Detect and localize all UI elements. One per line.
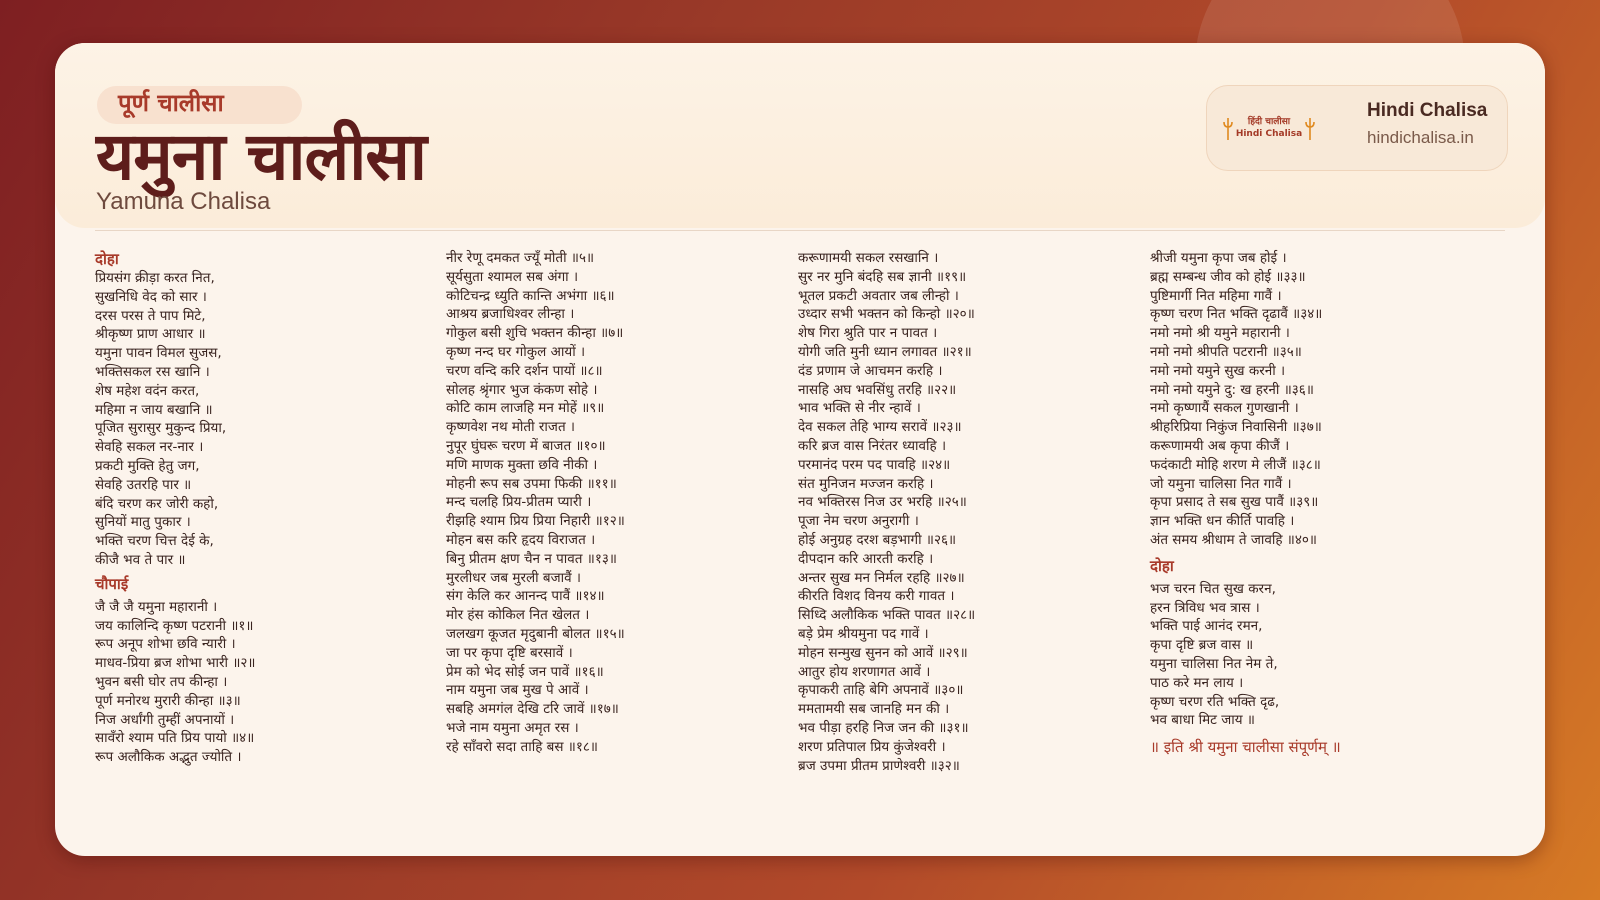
verse-line: गोकुल बसी शुचि भक्तन कीन्हा ॥७॥ [446, 325, 624, 342]
verse-line: श्रीकृष्ण प्राण आधार ॥ [95, 326, 206, 343]
verse-line: सूर्यसुता श्यामल सब अंगा । [446, 268, 579, 285]
verse-line: शेष गिरा श्रुति पार न पावत । [798, 325, 938, 342]
verse-line: रीझहि श्याम प्रिय प्रिया निहारी ॥१२॥ [446, 513, 625, 530]
divider [95, 230, 1505, 231]
text-column-2 [446, 249, 776, 757]
brand-url[interactable]: hindichalisa.in [1367, 128, 1474, 147]
verse-line: मुरलीधर जब मुरली बजावैं । [446, 569, 582, 586]
verse-line: जय कालिन्दि कृष्ण पटरानी ॥१॥ [95, 617, 254, 634]
verse-line: भुवन बसी घोर तप कीन्हा । [95, 673, 228, 690]
verse-line: मोहनी रूप सब उपमा फिकी ॥११॥ [446, 475, 617, 492]
verse-line: दंड प्रणाम जे आचमन करहि । [798, 362, 943, 379]
closing-line: ॥ इति श्री यमुना चालीसा संपूर्णम् ॥ [1150, 738, 1341, 757]
verse-line: रूप अलौकिक अद्भुत ज्योति । [95, 749, 242, 766]
verse-line: नमो नमो श्री यमुने महारानी । [1150, 325, 1290, 342]
brand-box[interactable] [1206, 85, 1508, 171]
verse-line: नुपूर घुंघरू चरण में बाजत ॥१०॥ [446, 437, 606, 454]
verse-line: यमुना चालिसा नित नेम ते, [1150, 655, 1278, 672]
verse-line: भक्ति पाई आनंद रमन, [1150, 618, 1263, 635]
verse-line: नाम यमुना जब मुख पे आवें । [446, 682, 589, 699]
verse-line: होई अनुग्रह दरश बड़भागी ॥२६॥ [798, 531, 957, 548]
verse-line: अंत समय श्रीधाम ते जावहि ॥४०॥ [1150, 531, 1318, 548]
verse-line: नासहि अघ भवसिंधु तरहि ॥२२॥ [798, 381, 957, 398]
verse-line: श्रीजी यमुना कृपा जब होई । [1150, 250, 1287, 266]
verse-line: शरण प्रतिपाल प्रिय कुंजेश्वरी । [798, 738, 946, 755]
verse-line: सुखनिधि वेद को सार । [95, 288, 207, 305]
logo-text-english: Hindi Chalisa [1235, 129, 1303, 139]
trident-icon [1223, 118, 1233, 140]
verse-line: जो यमुना चालिसा नित गावैं । [1150, 475, 1292, 492]
verse-line: कृपा दृष्टि ब्रज वास ॥ [1150, 637, 1254, 654]
verse-line: योगी जति मुनी ध्यान लगावत ॥२१॥ [798, 343, 972, 360]
verse-line: ज्ञान भक्ति धन कीर्ति पावहि । [1150, 513, 1295, 530]
verse-line: नमो कृष्णायैं सकल गुणखानी । [1150, 400, 1299, 417]
verse-line: मोहन सन्मुख सुनन को आवें ॥२९॥ [798, 644, 968, 661]
verse-line: कीरति विशद विनय करी गावत । [798, 588, 955, 605]
trident-icon [1305, 118, 1315, 140]
verse-line: भव पीड़ा हरहि निज जन की ॥३१॥ [798, 719, 969, 736]
verse-line: श्रीहरिप्रिया निकुंज निवासिनी ॥३७॥ [1150, 419, 1322, 436]
verse-line: भज चरन चित सुख करन, [1150, 580, 1276, 597]
verse-line: फदंकाटी मोहि शरण मे लीजैं ॥३८॥ [1150, 456, 1321, 473]
verse-line: माधव-प्रिया ब्रज शोभा भारी ॥२॥ [95, 655, 256, 672]
verse-line: पुष्टिमार्गी नित महिमा गावैं । [1150, 287, 1282, 304]
verse-line: प्रेम को भेद सोई जन पावें ॥१६॥ [446, 663, 604, 680]
verse-line: सबहि अमगंल देखि टरि जावें ॥१७॥ [446, 701, 619, 718]
verse-line: जा पर कृपा दृष्टि बरसावें । [446, 644, 573, 661]
page-subtitle: Yamuna Chalisa [96, 188, 271, 215]
verse-line: सेवहि सकल नर-नार । [95, 439, 204, 456]
verse-line: रहे साँवरो सदा ताहि बस ॥१८॥ [446, 738, 598, 755]
verse-line: भक्ति चरण चित्त देई के, [95, 533, 214, 550]
verse-line: हरन त्रिविध भव त्रास । [1150, 599, 1260, 616]
verse-line: पूजा नेम चरण अनुरागी । [798, 513, 919, 530]
verse-line: सुनियों मातु पुकार । [95, 514, 191, 531]
verse-line: सुर नर मुनि बंदहि सब ज्ञानी ॥१९॥ [798, 268, 967, 285]
verse-line: भूतल प्रकटी अवतार जब लीन्हो । [798, 287, 959, 304]
verse-line: ब्रज उपमा प्रीतम प्राणेश्वरी ॥३२॥ [798, 757, 960, 774]
verse-line: कृष्णवेश नथ मोती राजत । [446, 419, 576, 436]
verse-line: सिध्दि अलौकिक भक्ति पावत ॥२८॥ [798, 607, 976, 624]
verse-line: भजे नाम यमुना अमृत रस । [446, 719, 579, 736]
verse-line: पाठ करे मन लाय । [1150, 674, 1244, 691]
page-title: यमुना चालीसा [96, 118, 427, 195]
verse-line: आतुर होय शरणागत आवें । [798, 663, 931, 680]
section-heading-doha: दोहा [1150, 556, 1174, 575]
verse-line: संग केलि कर आनन्द पावैं ॥१४॥ [446, 588, 605, 605]
section-heading-doha: दोहा [95, 250, 119, 268]
verse-line: ममतामयी सब जानहि मन की । [798, 701, 950, 718]
text-column-3 [798, 249, 1128, 775]
verse-line: रूप अनूप शोभा छवि न्यारी । [95, 636, 236, 653]
verse-line: सोलह श्रृंगार भुज कंकण सोहे । [446, 381, 598, 398]
text-column-4 [1150, 249, 1480, 758]
verse-line: मन्द चलहि प्रिय-प्रीतम प्यारी । [446, 494, 592, 511]
section-heading-chaupai: चौपाई [95, 574, 129, 593]
verse-line: दीपदान करि आरती करहि । [798, 550, 934, 567]
verse-line: नमो नमो श्रीपति पटरानी ॥३५॥ [1150, 343, 1302, 360]
verse-line: कृपाकरी ताहि बेगि अपनावें ॥३०॥ [798, 682, 964, 699]
verse-line: चरण वन्दि करि दर्शन पायों ॥८॥ [446, 362, 603, 379]
verse-line: कृष्ण चरण रति भक्ति दृढ, [1150, 693, 1280, 710]
verse-line: आश्रय ब्रजाधिश्वर लीन्हा । [446, 306, 575, 323]
chalisa-card [55, 43, 1545, 856]
brand-name: Hindi Chalisa [1367, 100, 1488, 121]
verse-line: कोटिचन्द्र ध्युति कान्ति अभंगा ॥६॥ [446, 287, 615, 304]
verse-line: नमो नमो यमुने सुख करनी । [1150, 362, 1286, 379]
verse-line: सावँरो श्याम पति प्रिय पायो ॥४॥ [95, 730, 255, 747]
verse-line: जलखग कूजत मृदुबानी बोलत ॥१५॥ [446, 625, 625, 642]
verse-line: सेवहि उतरहि पार ॥ [95, 476, 192, 493]
verse-line: महिमा न जाय बखानि ॥ [95, 401, 213, 418]
verse-line: मोहन बस करि हृदय विराजत । [446, 531, 596, 548]
verse-line: कृष्ण नन्द घर गोकुल आयों । [446, 343, 586, 360]
verse-line: बिनु प्रीतम क्षण चैन न पावत ॥१३॥ [446, 550, 617, 567]
verse-line: उध्दार सभी भक्तन को किन्हो ॥२०॥ [798, 306, 975, 323]
verse-line: दरस परस ते पाप मिटे, [95, 307, 206, 324]
verse-line: संत मुनिजन मज्जन करहि । [798, 475, 934, 492]
verse-line: बंदि चरण कर जोरी कहो, [95, 495, 219, 512]
verse-line: ब्रह्म सम्बन्ध जीव को होई ॥३३॥ [1150, 268, 1306, 285]
verse-line: परमानंद परम पद पावहि ॥२४॥ [798, 456, 951, 473]
badge-text: पूर्ण चालीसा [118, 89, 224, 117]
verse-line: मोर हंस कोकिल नित खेलत । [446, 607, 590, 624]
verse-line: पूजित सुरासुर मुकुन्द प्रिया, [95, 420, 227, 437]
logo-text-hindi: हिंदी चालीसा [1247, 117, 1291, 127]
verse-line: कीजै भव ते पार ॥ [95, 551, 186, 568]
verse-line: पूर्ण मनोरथ मुरारी कीन्हा ॥३॥ [95, 692, 241, 709]
verse-line: कृष्ण चरण नित भक्ति दृढावैं ॥३४॥ [1150, 306, 1323, 323]
verse-line: देव सकल तेहि भाग्य सरावें ॥२३॥ [798, 419, 962, 436]
verse-line: कोटि काम लाजहि मन मोहें ॥९॥ [446, 400, 605, 417]
verse-line: प्रकटी मुक्ति हेतु जग, [95, 457, 200, 474]
verse-line: भक्तिसकल रस खानि । [95, 363, 210, 380]
verse-line: अन्तर सुख मन निर्मल रहहि ॥२७॥ [798, 569, 965, 586]
verse-line: बड़े प्रेम श्रीयमुना पद गावें । [798, 625, 929, 642]
text-column-1 [95, 249, 425, 767]
verse-line: करूणामयी अब कृपा कीजैं । [1150, 437, 1290, 454]
verse-line: भाव भक्ति से नीर न्हावें । [798, 400, 921, 417]
verse-line: मणि माणक मुक्ता छवि नीकी । [446, 456, 598, 473]
verse-line: नव भक्तिरस निज उर भरहि ॥२५॥ [798, 494, 967, 511]
verse-line: शेष महेश वदंन करत, [95, 382, 200, 399]
verse-line: कृपा प्रसाद ते सब सुख पावैं ॥३९॥ [1150, 494, 1319, 511]
verse-line: निज अर्धांगी तुम्हीं अपनायों । [95, 711, 235, 728]
verse-line: नमो नमो यमुने दु: ख हरनी ॥३६॥ [1150, 381, 1314, 398]
verse-line: करि ब्रज वास निरंतर ध्यावहि । [798, 437, 947, 454]
verse-line: भव बाधा मिट जाय ॥ [1150, 712, 1255, 729]
verse-line: यमुना पावन विमल सुजस, [95, 345, 222, 362]
verse-line: नीर रेणू दमकत ज्यूँ मोती ॥५॥ [446, 250, 595, 266]
verse-line: करूणामयी सकल रसखानि । [798, 250, 939, 266]
verse-line: प्रियसंग क्रीड़ा करत नित, [95, 270, 215, 286]
verse-line: जै जै जै यमुना महारानी । [95, 598, 218, 615]
brand-logo [1223, 114, 1315, 144]
